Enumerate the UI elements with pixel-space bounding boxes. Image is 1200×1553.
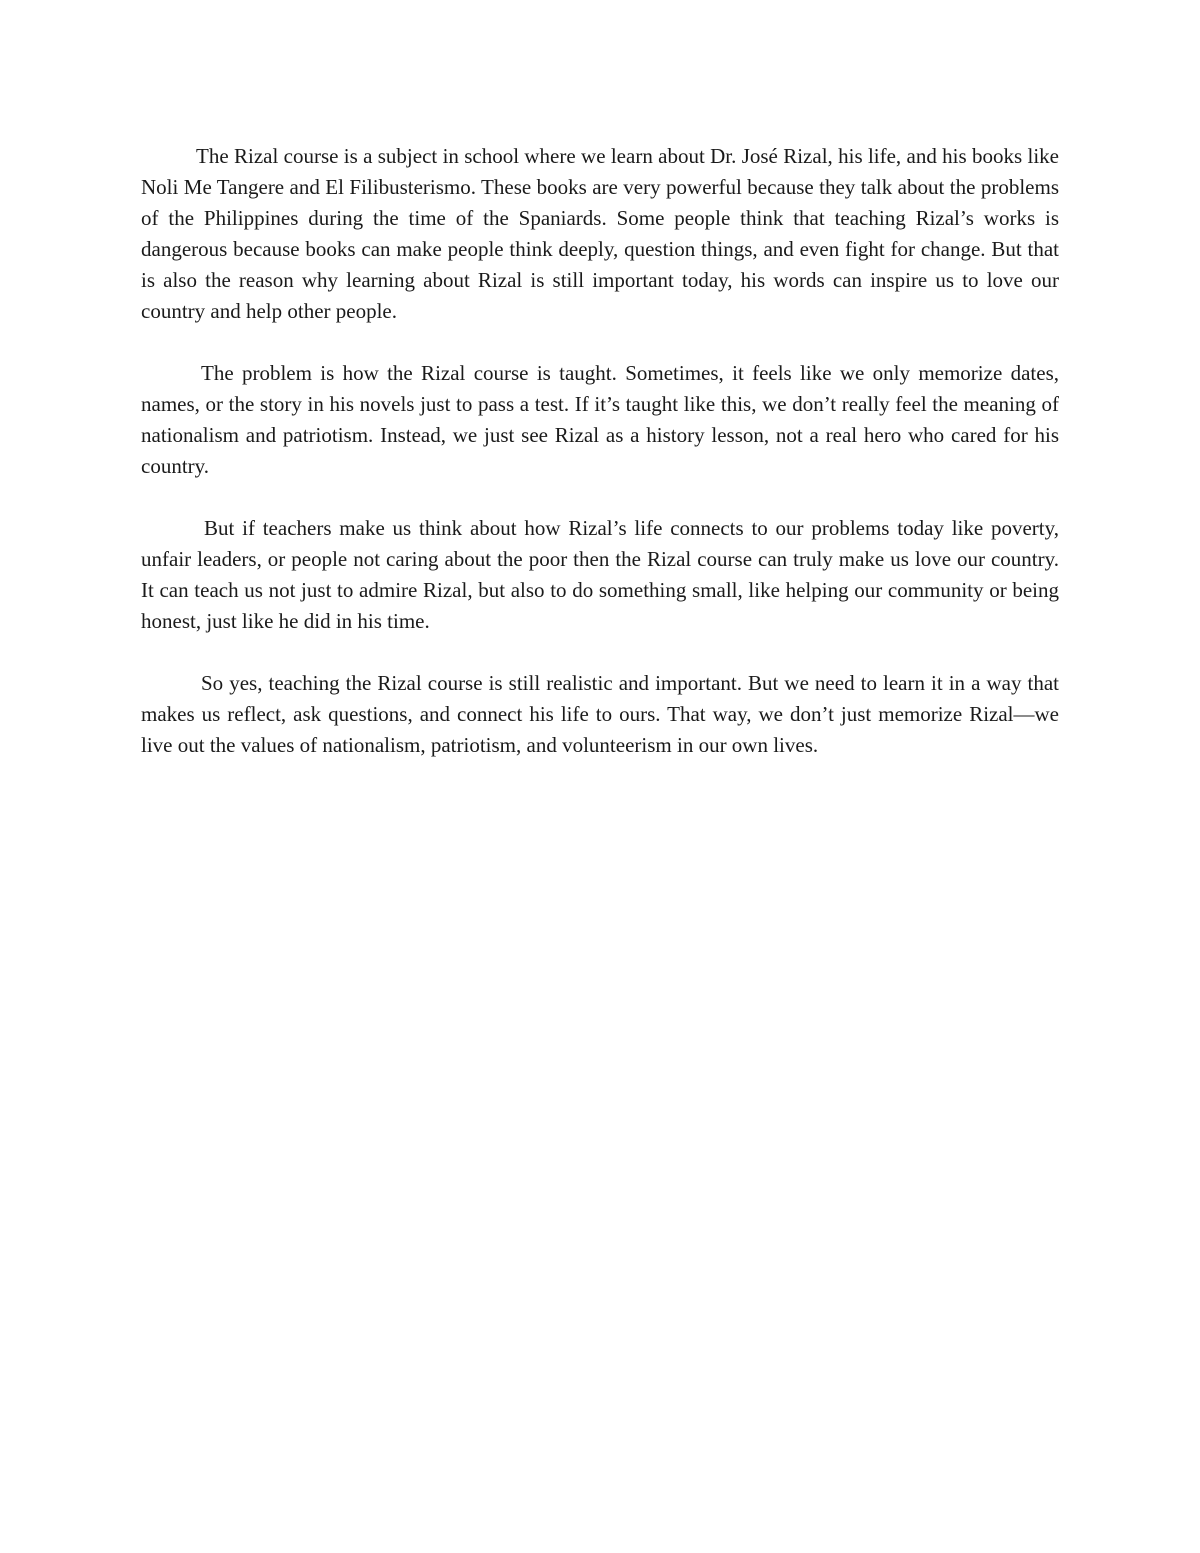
document-body [141, 141, 1059, 792]
paragraph-1: The Rizal course is a subject in school where we learn about Dr. José Rizal, his life, and his books like Noli Me Tangere and El Filibusterismo. These books are very powerful because they talk about the problems of the Philippines during the time of the Spaniards. Some people think that teaching Rizal’s works is dangerous because books can make people think deeply, question things, and even fight for change. But that is also the reason why learning about Rizal is still important today, his words can inspire us to love our country and help other people. [141, 144, 1059, 323]
paragraph-4: So yes, teaching the Rizal course is still realistic and important. But we need to learn it in a way that makes us reflect, ask questions, and connect his life to ours. That way, we don’t just memorize Rizal—we live out the values of nationalism, patriotism, and volunteerism in our own lives. [141, 671, 1059, 757]
paragraph-3: But if teachers make us think about how Rizal’s life connects to our problems today like poverty, unfair leaders, or people not caring about the poor then the Rizal course can truly make us love our country. It can teach us not just to admire Rizal, but also to do something small, like helping our community or being honest, just like he did in his time. [141, 516, 1059, 633]
paragraph-2: The problem is how the Rizal course is taught. Sometimes, it feels like we only memorize dates, names, or the story in his novels just to pass a test. If it’s taught like this, we don’t really feel the meaning of nationalism and patriotism. Instead, we just see Rizal as a history lesson, not a real hero who cared for his country. [141, 361, 1059, 478]
